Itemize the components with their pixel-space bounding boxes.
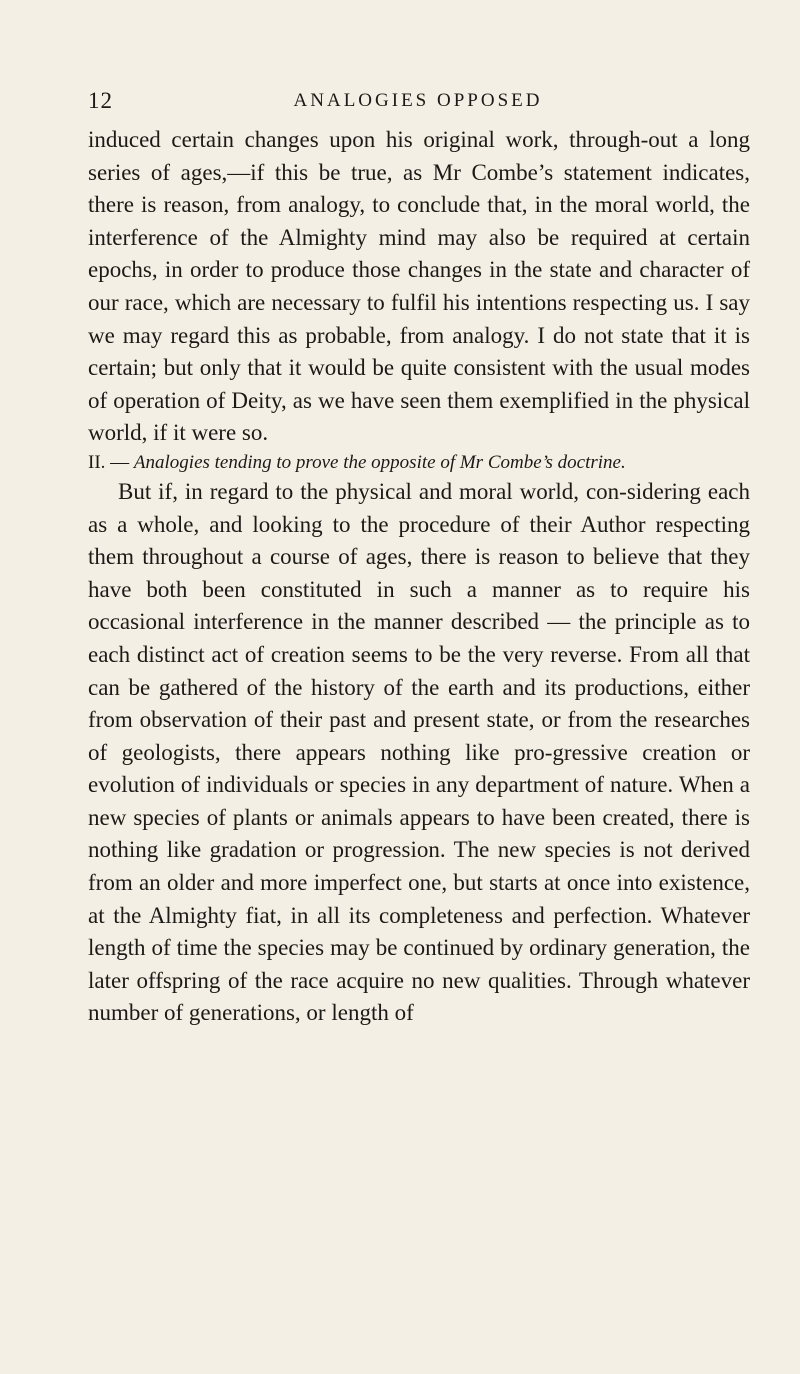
running-head <box>88 88 748 118</box>
body-text <box>88 124 750 1030</box>
section-number: II. — <box>88 451 134 473</box>
page-number: 12 <box>88 88 113 113</box>
section-title: Analogies tending to prove the opposite of Mr Combe’s doctrine. <box>133 451 626 473</box>
paragraph-2: But if, in regard to the physical and moral world, con-sidering each as a whole, and looking to the procedure of their Author respecting them throughout a course of ages, there is reason to believe that they have both been constituted in such a manner as to require his occasional interference in the manner described — the principle as to each distinct act of creation seems to be the very reverse. From all that can be gathered of the history of the earth and its productions, either from observation of their past and present state, or from the researches of geologists, there appears nothing like pro-gressive creation or evolution of individuals or species in any department of nature. When a new species of plants or animals appears to have been created, there is nothing like gradation or progression. The new species is not derived from an older and more imperfect one, but starts at once into existence, at the Almighty fiat, in all its completeness and perfection. Whatever length of time the species may be continued by ordinary generation, the later offspring of the race acquire no new qualities. Through whatever number of generations, or length of <box>88 478 750 1026</box>
running-title: ANALOGIES OPPOSED <box>293 90 543 111</box>
section-heading <box>88 450 750 476</box>
paragraph-1: induced certain changes upon his original work, through-out a long series of ages,—if this be true, as Mr Combe’s statement indicates, there is reason, from analogy, to conclude that, in the moral world, the interference of the Almighty mind may also be required at certain epochs, in order to produce those changes in the state and character of our race, which are necessary to fulfil his intentions respecting us. I say we may regard this as probable, from analogy. I do not state that it is certain; but only that it would be quite consistent with the usual modes of operation of Deity, as we have seen them exemplified in the physical world, if it were so. <box>88 127 750 446</box>
